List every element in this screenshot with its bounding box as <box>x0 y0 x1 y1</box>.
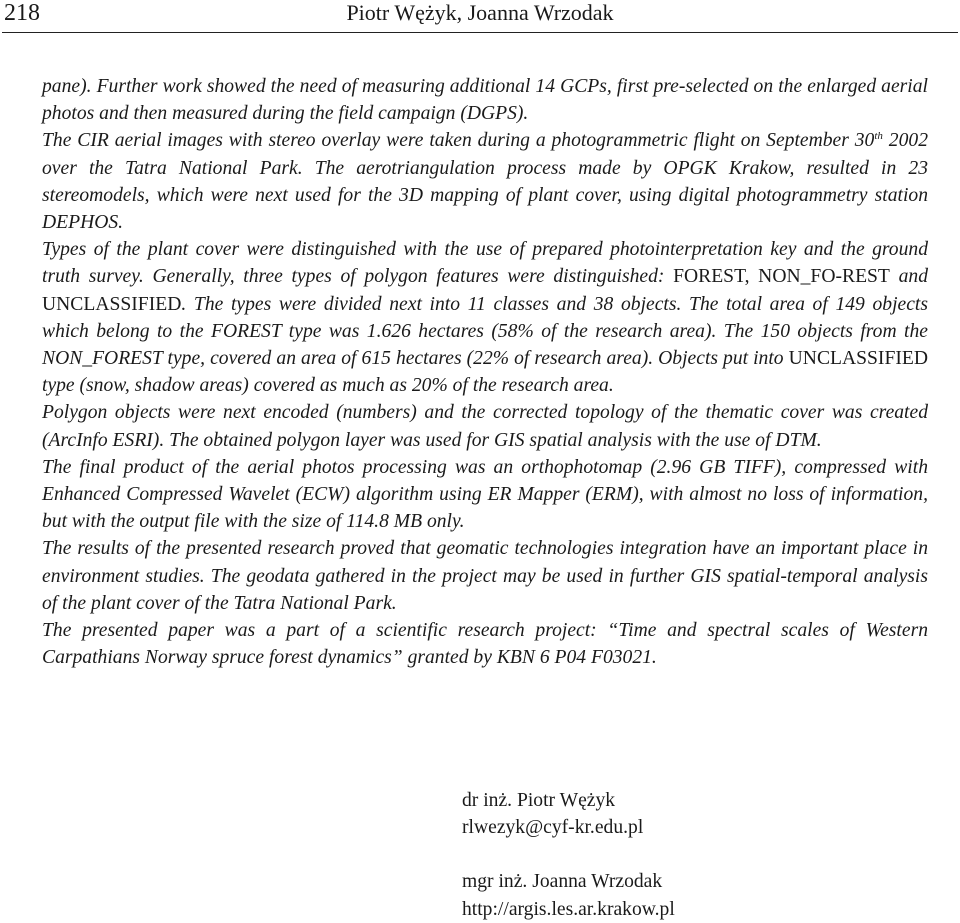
page-header <box>0 0 960 33</box>
text-run: Types of the plant cover were distinguished with the use of prepared photointerpretation key and the ground truth survey. Generally, three types of polygon features were distinguished: <box>42 239 928 288</box>
author-2-url: http://argis.les.ar.krakow.pl <box>462 898 675 920</box>
header-rule <box>2 32 958 33</box>
text-run: type (snow, shadow areas) covered as much as 20% of the research area. <box>42 375 614 397</box>
author-1 <box>462 787 675 841</box>
text-run: and <box>889 266 928 288</box>
text-run: . The types were divided next into 11 classes and 38 objects. The total area of 149 objects which belong to the FOREST type was 1.626 hectares (58% of the research area). The 150 objects from the NON_FOREST type, covered an area of 615 hectares (22% of research area). Objects put into <box>42 293 928 370</box>
author-1-name: dr inż. Piotr Wężyk <box>462 790 616 811</box>
ordinal-superscript: th <box>874 130 883 143</box>
term-unclassified: UNCLASSIFIED <box>42 293 182 315</box>
paragraph-orthophotomap: The final product of the aerial photos processing was an orthophotomap (2.96 GB TIFF), compressed with Enhanced Compressed Wavelet (ECW) algorithm using ER Mapper (ERM), with almost no loss of information, but with the output file with the size of 114.8 MB only. <box>42 456 928 533</box>
running-head: Piotr Wężyk, Joanna Wrzodak <box>346 0 614 25</box>
text-run: 2002 over the Tatra National Park. The aerotriangulation process made by OPGK Krakow, resulted in 23 stereomodels, which were next used for the 3D mapping of plant cover, using digital photogrammetry station DEPHOS. <box>42 130 928 234</box>
author-2 <box>462 868 675 922</box>
text-run: The CIR aerial images with stereo overlay were taken during a photogrammetric flight on September 30 <box>42 130 875 152</box>
author-1-email: rlwezyk@cyf-kr.edu.pl <box>462 817 644 839</box>
body-text <box>42 73 928 671</box>
term-unclassified: UNCLASSIFIED <box>788 348 928 370</box>
signature-spacer <box>462 841 675 868</box>
paragraph-results: The results of the presented research proved that geomatic technologies integration have an important place in environment studies. The geodata gathered in the project may be used in further GIS spatial-temporal analysis of the plant cover of the Tatra National Park. <box>42 538 928 614</box>
paragraph-cir-images <box>42 127 928 236</box>
paragraph-polygon-objects: Polygon objects were next encoded (numbers) and the corrected topology of the thematic cover was created (ArcInfo ESRI). The obtained polygon layer was used for GIS spatial analysis with the use of DTM. <box>42 402 928 451</box>
paragraph-gcp: pane). Further work showed the need of measuring additional 14 GCPs, first pre-selected on the enlarged aerial photos and then measured during the field campaign (DGPS). <box>42 76 928 125</box>
author-2-name: mgr inż. Joanna Wrzodak <box>462 871 663 893</box>
author-signatures <box>462 787 675 923</box>
paragraph-plant-cover <box>42 236 928 399</box>
term-forest-nonforest: FOREST, NON_FO-REST <box>673 266 890 288</box>
paragraph-acknowledgement: The presented paper was a part of a scientific research project: “Time and spectral scales of Western Carpathians Norway spruce forest dynamics” granted by KBN 6 P04 F03021. <box>42 620 928 669</box>
page-number: 218 <box>4 0 40 26</box>
